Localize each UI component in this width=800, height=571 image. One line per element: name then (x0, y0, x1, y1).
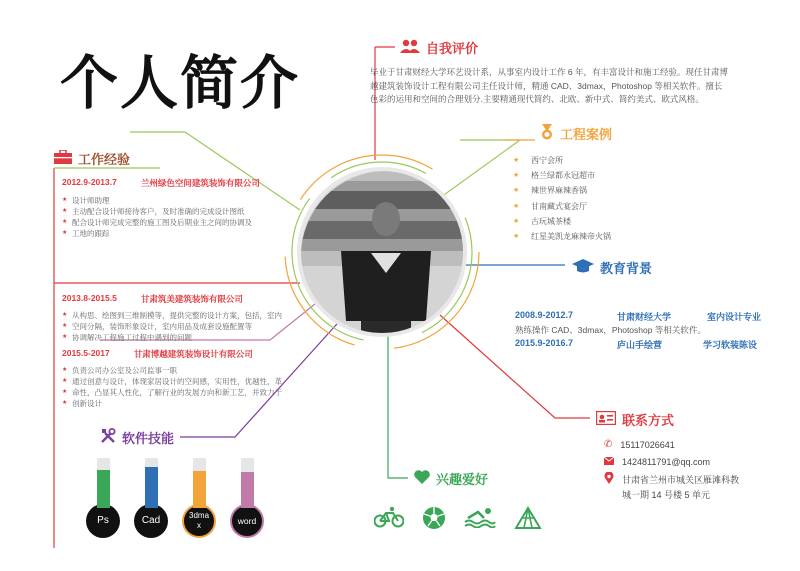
skill-fill-ps (97, 470, 110, 508)
skill-ps (86, 458, 120, 538)
self-eval-title: 自我评价 (426, 41, 479, 56)
skill-bar-cad (145, 458, 158, 508)
self-eval-heading (400, 38, 478, 57)
education-row (515, 338, 785, 351)
job-company: 甘肃博越建筑装饰设计有限公司 (133, 349, 253, 359)
self-eval-line: 毕业于甘肃财经大学环艺设计系，从事室内设计工作 6 年，有丰富设计和施工经验。现任甘肃博 (370, 67, 728, 77)
edu-period: 2015.9-2016.7 (515, 338, 574, 348)
location-pin-icon (604, 472, 614, 488)
job-header (62, 348, 287, 360)
case-item: ★ 红星美凯龙麻辣帝火锅 (513, 229, 611, 244)
skill-word (230, 458, 264, 538)
contact-title: 联系方式 (622, 413, 675, 428)
cases-list (513, 153, 611, 244)
contact-block (604, 438, 739, 502)
hobbies-icons (374, 506, 542, 535)
education-title: 教育背景 (600, 261, 653, 276)
skills-title: 软件技能 (122, 431, 175, 446)
skill-fill-3dmax (193, 471, 206, 508)
cases-title: 工程案例 (560, 127, 613, 142)
contact-heading (596, 410, 674, 429)
education-row (515, 310, 785, 323)
job-duty: ★ 协调解决工程施工过程中遇到的问题 (62, 332, 287, 343)
job-header (62, 177, 297, 189)
job-duty: ★ 空间分隔，装饰形象设计，室内用品及成套设施配置等 (62, 321, 287, 332)
work-job-2 (62, 293, 287, 343)
id-card-icon (596, 411, 616, 428)
job-duties (62, 195, 297, 239)
skill-badge-word: word (230, 504, 264, 538)
profile-photo (297, 167, 467, 337)
page-title: 个人简介 (60, 49, 301, 117)
case-item: ★ 西宁会所 (513, 153, 611, 168)
work-job-3 (62, 348, 287, 409)
case-item: ★ 甘南藏式宴会厅 (513, 199, 611, 214)
job-period: 2015.5-2017 (62, 348, 110, 358)
contact-phone-row (604, 438, 739, 452)
swimming-icon (464, 506, 496, 535)
edu-major: 室内设计专业 (707, 312, 762, 322)
skill-fill-word (241, 472, 254, 508)
medal-icon (540, 124, 554, 143)
cases-heading (540, 124, 612, 143)
job-period: 2012.9-2013.7 (62, 177, 117, 187)
graduation-cap-icon (572, 259, 594, 276)
work-title: 工作经验 (78, 152, 131, 167)
contact-address-row-2 (604, 488, 739, 502)
hobbies-heading (414, 469, 488, 488)
job-duty-cont: 工地的跟踪 (72, 229, 110, 238)
self-eval-line: 越建筑装饰设计工程有限公司主任设计师，精通 CAD、3dmax，Photoshop 等相关软件。擅长 (370, 80, 723, 91)
contact-email-row (604, 455, 739, 469)
skill-badge-cad: Cad (134, 504, 168, 538)
self-eval-line: 色彩的运用和空间的合理划分.主要精通现代简约、北欧、新中式、简约美式、欧式风格。 (370, 94, 704, 104)
skill-cad (134, 458, 168, 538)
skill-bar-3dmax (193, 458, 206, 508)
job-duty: ★ 主动配合设计师接待客户，及时准确的完成设计图纸 (62, 206, 297, 217)
skill-badge-ps: Ps (86, 504, 120, 538)
cycling-icon (374, 506, 404, 535)
job-company: 兰州绿色空间建筑装饰有限公司 (140, 178, 260, 188)
contact-email[interactable]: 1424811791@qq.com (622, 457, 711, 467)
users-icon (400, 39, 420, 56)
job-company: 甘肃筑美建筑装饰有限公司 (140, 294, 243, 304)
education-block (515, 310, 785, 351)
skill-fill-cad (145, 467, 158, 508)
skill-3dmax (182, 458, 216, 538)
job-duties (62, 310, 287, 343)
briefcase-icon (54, 150, 72, 167)
skill-bar-word (241, 458, 254, 508)
job-duty: ★ 命性，凸显其人性化，了解行业的发展方向和新工艺，并致力于 (62, 387, 287, 398)
edu-major: 学习软装陈设 (703, 340, 758, 350)
mail-icon (604, 455, 614, 469)
hobbies-title: 兴趣爱好 (436, 472, 489, 487)
edu-school: 庐山手绘营 (617, 340, 663, 350)
education-note: 熟练操作 CAD、3dmax，Photoshop 等相关软件。 (515, 325, 706, 335)
camping-tent-icon (514, 506, 542, 535)
job-duty: ★ 从构思、绘图到三维制模等，提供完整的设计方案，包括，室内 (62, 310, 287, 321)
edu-school: 甘肃财经大学 (617, 312, 672, 322)
job-duty: ★ 负责公司办公室及公司监事一职 (62, 365, 287, 376)
contact-address-row (604, 472, 739, 488)
contact-address-line1: 甘肃省兰州市城关区雁滩科教 (622, 475, 740, 485)
phone-icon: ✆ (604, 439, 613, 450)
job-duty: ★ 配合设计师完成完整的施工图及后期业主之间的协调及 (62, 217, 297, 228)
tools-icon (100, 428, 116, 447)
job-period: 2013.8-2015.5 (62, 293, 117, 303)
education-heading (572, 258, 652, 277)
job-duty: ★ 通过创意与设计，体现家居设计的空间感，实用性，优越性，革 (62, 376, 287, 387)
soccer-ball-icon (422, 506, 446, 535)
skills-heading (100, 428, 174, 447)
work-job-1 (62, 177, 297, 239)
job-duty: ★ 创新设计 (62, 398, 287, 409)
case-item: ★ 古玩城茶楼 (513, 214, 611, 229)
contact-address-line2: 城一期 14 号楼 5 单元 (622, 490, 711, 500)
self-eval-text (370, 66, 780, 107)
edu-period: 2008.9-2012.7 (515, 310, 574, 320)
work-heading (54, 149, 130, 168)
case-item: ★ 辣世界麻辣香锅 (513, 183, 611, 198)
skill-bar-ps (97, 458, 110, 508)
job-duty (62, 228, 297, 239)
heart-icon (414, 470, 430, 487)
job-header (62, 293, 287, 305)
job-duties (62, 365, 287, 409)
contact-phone[interactable]: 15117026641 (620, 440, 675, 450)
case-item: ★ 格兰绿都永冠超市 (513, 168, 611, 183)
skill-badge-3dmax: 3dma x (182, 504, 216, 538)
job-duty: ★ 设计师助理 (62, 195, 297, 206)
